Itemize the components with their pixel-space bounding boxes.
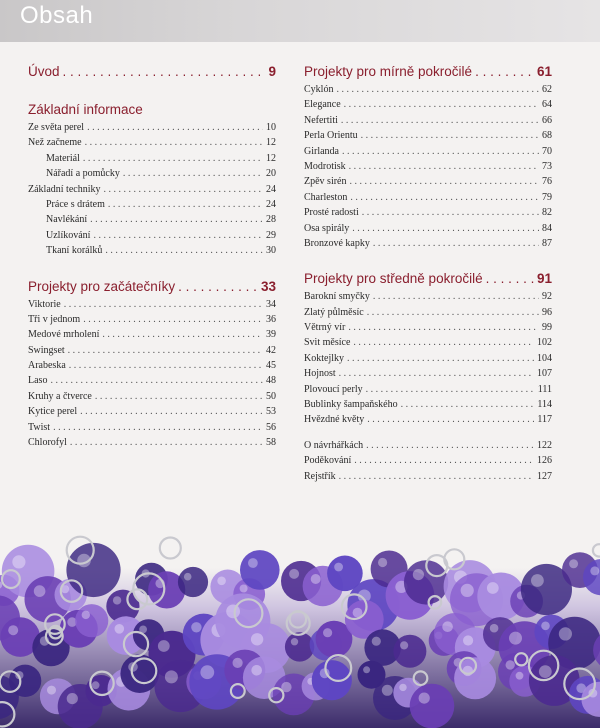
toc-label: Základní techniky	[28, 183, 101, 195]
bead	[178, 567, 208, 597]
leader-dots	[93, 228, 263, 243]
toc-page: 64	[542, 99, 552, 111]
toc-label: Projekty pro začátečníky	[28, 278, 176, 294]
toc-entry[interactable]	[28, 182, 276, 197]
toc-label: Arabeska	[28, 360, 66, 372]
bead-highlight	[539, 665, 552, 678]
bead	[393, 635, 426, 668]
bead-highlight	[67, 693, 78, 704]
toc-label: Elegance	[304, 99, 341, 111]
leader-dots	[361, 128, 539, 143]
toc-label: Plovoucí perly	[304, 383, 363, 395]
toc-left-column	[28, 62, 276, 450]
bead-highlight	[8, 625, 18, 635]
toc-page: 45	[266, 360, 276, 372]
bead-highlight	[165, 670, 178, 683]
toc-label: Zlatý půlměsíc	[304, 306, 364, 318]
leader-dots	[53, 420, 263, 435]
toc-page: 34	[266, 298, 276, 310]
toc-label: Barokní smyčky	[304, 291, 370, 303]
toc-label: Medové mrholení	[28, 329, 100, 341]
leader-dots	[108, 197, 263, 212]
bead-highlight	[569, 559, 578, 568]
toc-page: 24	[266, 198, 276, 210]
bead-highlight	[47, 686, 56, 695]
leader-dots	[85, 135, 263, 150]
toc-page: 48	[266, 375, 276, 387]
section-heading-intermediate[interactable]	[304, 269, 552, 289]
toc-label: Hojnost	[304, 368, 336, 380]
toc-page: 76	[542, 176, 552, 188]
toc-label: Modrotisk	[304, 160, 346, 172]
toc-page: 96	[542, 306, 552, 318]
bead	[240, 550, 280, 590]
bead-highlight	[311, 574, 321, 584]
leader-dots	[80, 404, 263, 419]
toc-label: Kytice perel	[28, 406, 78, 418]
toc-page: 91	[536, 271, 552, 287]
toc-label: Bronzové kapky	[304, 237, 370, 249]
leader-dots	[69, 358, 263, 373]
toc-entry[interactable]	[28, 435, 276, 450]
toc-page: 50	[266, 390, 276, 402]
toc-page: 68	[542, 130, 552, 142]
bead-highlight	[200, 665, 214, 679]
toc-entry[interactable]	[304, 82, 552, 97]
toc-entry[interactable]	[28, 243, 276, 258]
bead-highlight	[363, 666, 370, 673]
bead-highlight	[442, 621, 453, 632]
toc-page: 82	[542, 207, 552, 219]
bead-highlight	[191, 622, 201, 632]
toc-entry[interactable]	[28, 389, 276, 404]
leader-dots	[348, 320, 539, 335]
bead	[75, 604, 108, 637]
toc-page: 111	[537, 383, 552, 395]
wire-loop	[593, 544, 600, 556]
bead-highlight	[559, 627, 572, 640]
toc-entry[interactable]	[28, 404, 276, 419]
bead-highlight	[233, 658, 243, 668]
leader-dots	[336, 82, 539, 97]
toc-page: 62	[542, 84, 552, 95]
toc-entry[interactable]	[304, 144, 552, 159]
bead-bracelet-illustration	[0, 528, 600, 728]
bead-highlight	[487, 582, 499, 594]
toc-label: Nefertiti	[304, 114, 338, 126]
bead-highlight	[334, 563, 343, 572]
toc-label: Zpěv sirén	[304, 176, 347, 188]
toc-page: 87	[542, 237, 552, 249]
toc-page: 117	[537, 414, 552, 426]
section-heading-basics: Základní informace	[28, 102, 143, 117]
toc-entry[interactable]	[28, 420, 276, 435]
toc-entry[interactable]	[304, 438, 552, 453]
toc-label: Girlanda	[304, 145, 339, 157]
toc-page: 33	[260, 278, 276, 294]
leader-dots	[354, 453, 534, 468]
toc-page: 79	[542, 191, 552, 203]
toc-label: Projekty pro mírně pokročilé	[304, 64, 473, 79]
toc-label: Nářadí a pomůcky	[46, 168, 120, 180]
toc-entry[interactable]	[304, 469, 552, 484]
leader-dots	[90, 212, 263, 227]
bead-highlight	[372, 637, 381, 646]
toc-page: 66	[542, 114, 552, 126]
toc-label: Práce s drátem	[46, 198, 105, 210]
toc-page: 70	[542, 145, 552, 157]
section-heading-beginners[interactable]	[28, 277, 276, 297]
bead-highlight	[399, 684, 406, 691]
bead-highlight	[516, 672, 524, 680]
toc-label: Projekty pro středně pokročilé	[304, 271, 483, 287]
toc-entry[interactable]	[28, 212, 276, 227]
bead-highlight	[419, 693, 430, 704]
leader-dots	[95, 389, 263, 404]
leader-dots	[63, 62, 266, 82]
toc-label: Prosté radosti	[304, 207, 359, 219]
leader-dots	[342, 144, 539, 159]
leader-dots	[350, 174, 540, 189]
toc-page: 53	[266, 406, 276, 418]
intermediate-list	[304, 289, 552, 428]
toc-page: 56	[266, 421, 276, 433]
toc-label: Chlorofyl	[28, 437, 67, 449]
toc-entry[interactable]	[304, 159, 552, 174]
basics-list	[28, 120, 276, 259]
leader-dots	[366, 438, 534, 453]
bead-highlight	[158, 640, 170, 652]
bead-highlight	[184, 573, 192, 581]
bead-highlight	[251, 665, 262, 676]
leader-dots	[178, 277, 258, 297]
bead-highlight	[82, 611, 90, 619]
leader-dots	[344, 97, 539, 112]
toc-label: Poděkování	[304, 455, 352, 467]
bead-highlight	[400, 641, 408, 649]
leader-dots	[83, 151, 263, 166]
toc-label: Tři v jednom	[28, 313, 81, 325]
bead-highlight	[248, 558, 258, 568]
toc-entry[interactable]	[304, 412, 552, 427]
slightly-advanced-list	[304, 82, 552, 251]
toc-page: 122	[537, 439, 552, 451]
toc-label: O návrhářkách	[304, 439, 364, 451]
leader-dots	[123, 166, 263, 181]
toc-entry[interactable]	[304, 190, 552, 205]
toc-page: 58	[266, 437, 276, 449]
leader-dots	[486, 269, 534, 289]
page-title: Obsah	[20, 2, 94, 29]
toc-label: Perla Orientu	[304, 130, 358, 142]
toc-page: 28	[266, 214, 276, 226]
bead-highlight	[590, 566, 599, 575]
toc-page: 10	[266, 122, 276, 133]
toc-label: Cyklón	[304, 84, 334, 95]
bead-highlight	[382, 685, 393, 696]
bead-highlight	[413, 569, 424, 580]
toc-label: Uzlíkování	[46, 229, 91, 241]
toc-entry[interactable]	[28, 151, 276, 166]
toc-entry[interactable]	[304, 320, 552, 335]
leader-dots	[68, 343, 263, 358]
toc-page: 20	[266, 168, 276, 180]
toc-page: 39	[266, 329, 276, 341]
leader-dots	[102, 327, 263, 342]
toc-label: Navlékání	[46, 214, 88, 226]
toc-entry[interactable]	[304, 113, 552, 128]
toc-label: Větrný vír	[304, 322, 346, 334]
bead-highlight	[323, 628, 332, 637]
leader-dots	[83, 312, 263, 327]
toc-entry[interactable]	[304, 453, 552, 468]
bead-highlight	[289, 569, 299, 579]
toc-label: Úvod	[28, 64, 60, 79]
toc-page: 114	[537, 399, 552, 411]
leader-dots	[373, 236, 539, 251]
toc-label: Tkaní korálků	[46, 245, 103, 257]
toc-entry[interactable]	[304, 221, 552, 236]
toc-label: Laso	[28, 375, 48, 387]
toc-entry[interactable]	[28, 197, 276, 212]
back-matter-list	[304, 438, 552, 484]
toc-entry[interactable]	[304, 174, 552, 189]
bead-highlight	[251, 633, 263, 645]
toc-label: Rejstřík	[304, 470, 336, 482]
toc-label: Swingset	[28, 344, 65, 356]
toc-page: 126	[537, 455, 552, 467]
toc-entry[interactable]	[304, 236, 552, 251]
bead	[410, 684, 455, 728]
toc-page: 42	[266, 344, 276, 356]
toc-entry[interactable]	[28, 358, 276, 373]
bead-highlight	[509, 632, 522, 645]
toc-page: 104	[537, 352, 552, 364]
toc-page: 73	[542, 160, 552, 172]
toc-page: 9	[268, 64, 276, 79]
toc-label: Než začneme	[28, 137, 82, 149]
wire-loop	[160, 538, 181, 559]
toc-label: Twist	[28, 421, 51, 433]
bead-highlight	[226, 605, 240, 619]
toc-label: Bublinky šampaňského	[304, 399, 398, 411]
bead-highlight	[378, 558, 387, 567]
toc-label: Koktejlky	[304, 352, 344, 364]
toc-page: 12	[266, 137, 276, 149]
leader-dots	[350, 190, 539, 205]
bead-highlight	[506, 660, 515, 669]
toc-entry[interactable]	[304, 205, 552, 220]
leader-dots	[367, 412, 534, 427]
bead-highlight	[461, 584, 474, 597]
bead-highlight	[240, 585, 248, 593]
leader-dots	[475, 62, 534, 82]
toc-entry[interactable]	[28, 228, 276, 243]
leader-dots	[362, 205, 539, 220]
leader-dots	[349, 159, 539, 174]
toc-page: 30	[266, 245, 276, 257]
leader-dots	[70, 435, 263, 450]
toc-page: 29	[266, 229, 276, 241]
bead-highlight	[92, 681, 100, 689]
leader-dots	[401, 397, 535, 412]
toc-page: 36	[266, 313, 276, 325]
leader-dots	[103, 182, 263, 197]
leader-dots	[352, 221, 539, 236]
bead-highlight	[34, 585, 46, 597]
bead-highlight	[113, 596, 121, 604]
toc-entry[interactable]	[304, 289, 552, 304]
leader-dots	[64, 297, 263, 312]
toc-entry[interactable]	[304, 97, 552, 112]
toc-page: 127	[537, 470, 552, 482]
toc-page: 12	[266, 152, 276, 164]
leader-dots	[339, 366, 534, 381]
toc-entry[interactable]	[304, 305, 552, 320]
leader-dots	[339, 469, 534, 484]
toc-page: 107	[537, 368, 552, 380]
bead-bracelet-photo	[0, 528, 600, 728]
toc-entry[interactable]	[28, 297, 276, 312]
toc-entry[interactable]	[28, 135, 276, 150]
toc-entry[interactable]	[28, 373, 276, 388]
toc-entry[interactable]	[28, 343, 276, 358]
toc-page: 99	[542, 322, 552, 334]
bead-highlight	[12, 555, 25, 568]
leader-dots	[347, 351, 534, 366]
toc-entry[interactable]	[304, 335, 552, 350]
section-heading-slightly-advanced[interactable]	[304, 62, 552, 82]
leader-dots	[353, 335, 534, 350]
toc-entry[interactable]	[304, 128, 552, 143]
leader-dots	[105, 243, 263, 258]
toc-entry[interactable]	[304, 351, 552, 366]
toc-label: Viktorie	[28, 298, 61, 310]
leader-dots	[341, 113, 539, 128]
toc-entry[interactable]	[28, 120, 276, 135]
toc-entry[interactable]	[304, 382, 552, 397]
toc-entry[interactable]	[28, 327, 276, 342]
toc-label: Ze světa perel	[28, 122, 85, 133]
leader-dots	[87, 120, 263, 135]
toc-entry[interactable]	[28, 312, 276, 327]
toc-label: Svit měsíce	[304, 337, 351, 349]
bead-highlight	[115, 624, 125, 634]
toc-page: 92	[542, 291, 552, 303]
toc-label: Hvězdné květy	[304, 414, 365, 426]
toc-page: 84	[542, 222, 552, 234]
toc-label: Osa spirály	[304, 222, 350, 234]
bead-highlight	[463, 635, 473, 645]
bead-highlight	[217, 577, 226, 586]
bead-highlight	[541, 622, 550, 631]
beginners-list	[28, 297, 276, 451]
leader-dots	[366, 382, 535, 397]
bead-highlight	[490, 624, 499, 633]
leader-dots	[373, 289, 539, 304]
toc-entry-intro[interactable]	[28, 62, 276, 82]
toc-entry[interactable]	[304, 366, 552, 381]
toc-entry[interactable]	[304, 397, 552, 412]
toc-label: Materiál	[46, 152, 80, 164]
toc-page: 24	[266, 183, 276, 195]
leader-dots	[50, 373, 263, 388]
toc-entry[interactable]	[28, 166, 276, 181]
toc-page: 61	[536, 64, 552, 79]
bead-highlight	[531, 574, 544, 587]
toc-right-column	[304, 62, 552, 484]
header-banner	[0, 0, 600, 42]
toc-page: 102	[537, 337, 552, 349]
toc-label: Charleston	[304, 191, 348, 203]
toc-label: Kruhy a čtverce	[28, 390, 92, 402]
bead-highlight	[291, 638, 298, 645]
leader-dots	[367, 305, 539, 320]
